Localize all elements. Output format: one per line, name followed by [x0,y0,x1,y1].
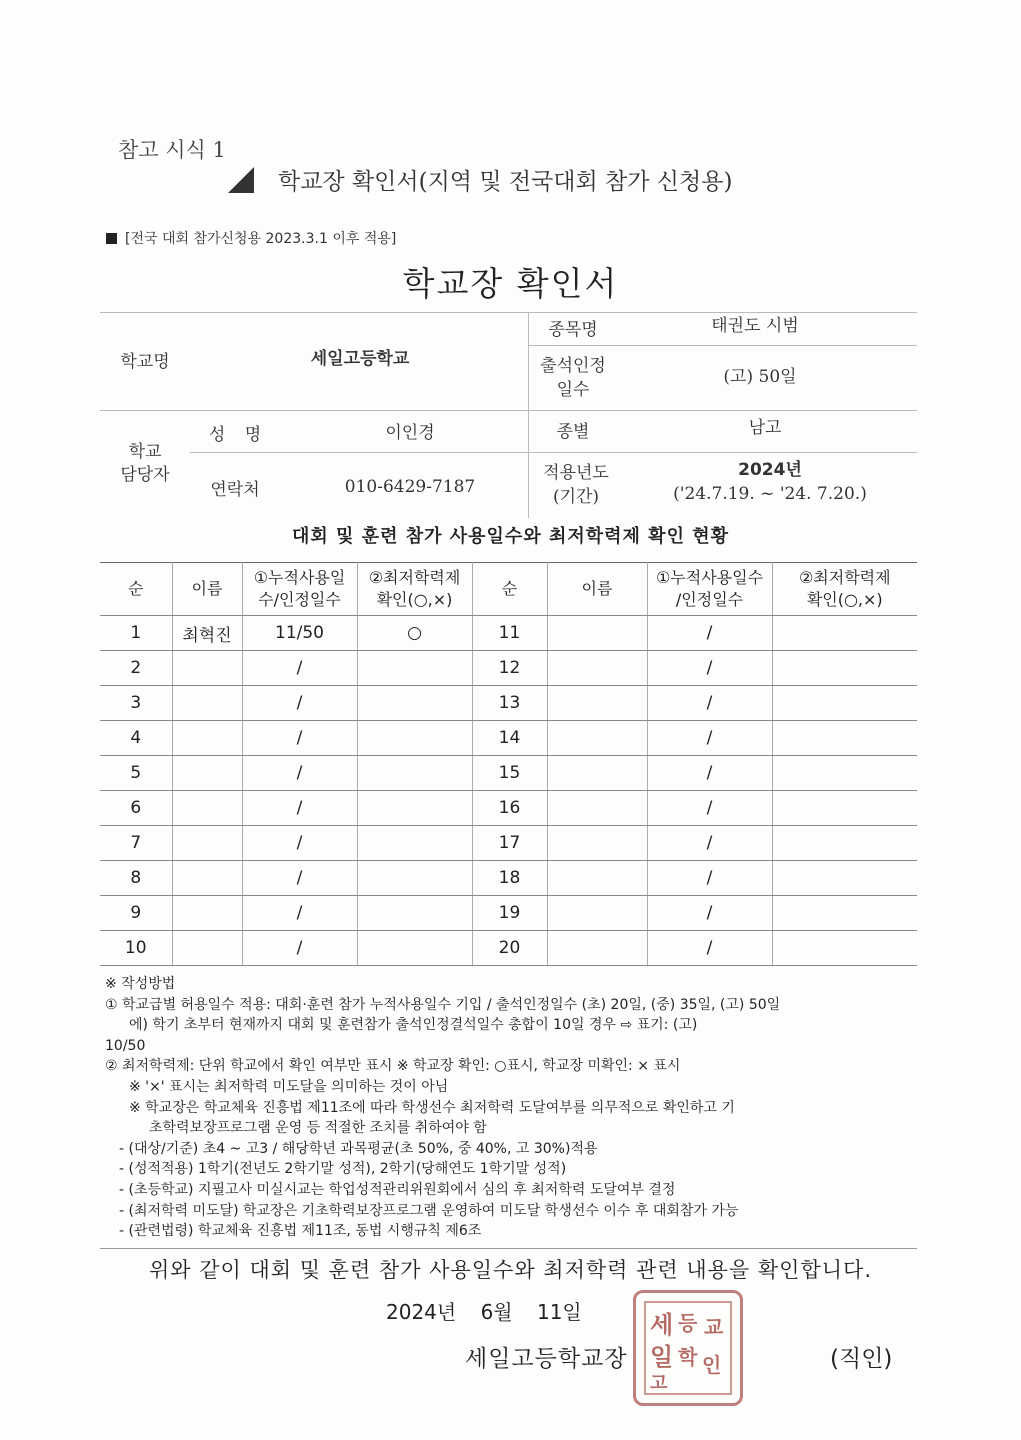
row-name-right [547,861,647,896]
event-label: 종목명 [548,320,598,340]
info-mid-rule [100,410,917,411]
row-no-right: 18 [472,861,547,896]
row-days-right: / [647,616,772,651]
period-value: ('24.7.19. ~ '24. 7.20.) [673,484,867,504]
row-no-right: 11 [472,616,547,651]
row-no-right: 20 [472,931,547,966]
notes-heading: ※ 작성방법 [105,976,176,992]
note-2a: ② 최저학력제: 단위 학교에서 확인 여부만 표시 ※ 학교장 확인: ○표시, 학교장 미확인: × 표시 [105,1058,681,1075]
table-header-row [100,563,917,616]
row-name [172,686,242,721]
row-name [172,861,242,896]
row-days: / [242,826,357,861]
attendance-label-1: 출석인정 [540,356,606,376]
attendance-value: (고) 50일 [723,367,797,387]
note-2c: ※ 학교장은 학교체육 진흥법 제11조에 따라 학생선수 최저학력 도달여부를 의무적으로 확인하고 기 [129,1099,735,1116]
info-top-rule [100,312,917,313]
row-check-right [772,756,917,791]
row-no-right: 19 [472,896,547,931]
school-name-label: 학교명 [120,352,170,372]
table-row [100,686,917,721]
form-title: 학교장 확인서(지역 및 전국대회 참가 신청용) [278,169,733,195]
row-days-right: / [647,791,772,826]
note-7: - (관련법령) 학교체육 진흥법 제11조, 동법 시행규칙 제6조 [119,1223,482,1240]
official-seal: 세 일 고 등 학 교 인 [633,1290,743,1406]
row-check [357,931,472,966]
row-days-right: / [647,931,772,966]
separator-line [100,1248,917,1249]
row-days: / [242,686,357,721]
row-no-right: 16 [472,791,547,826]
row-name [172,791,242,826]
row-no-right: 14 [472,721,547,756]
type-value: 남고 [748,418,782,438]
row-days: / [242,756,357,791]
row-no: 9 [100,896,172,931]
note-3: - (대상/기준) 초4 ~ 고3 / 해당학년 과목평균(초 50%, 중 40%, 고 30%)적용 [119,1140,598,1157]
header-name-right: 이름 [547,563,647,616]
row-no: 1 [100,616,172,651]
note-1a: ① 학교급별 허용일수 적용: 대회·훈련 참가 누적사용일수 기입 / 출석인정일수 (초) 20일, (중) 35일, (고) 50일 [105,996,781,1013]
row-name [172,651,242,686]
note-4: - (성적적용) 1학기(전년도 2학기말 성적), 2학기(당해연도 1학기말 성적) [119,1161,567,1178]
row-days: 11/50 [242,616,357,651]
info-rule-contact [190,452,917,453]
row-no: 7 [100,826,172,861]
row-days: / [242,791,357,826]
note-6: - (최저학력 미도달) 학교장은 기초학력보장프로그램 운영하여 미도달 학생선수 이수 후 대회참가 가능 [119,1202,739,1219]
row-check [357,721,472,756]
row-check: ○ [357,616,472,651]
row-no: 4 [100,721,172,756]
row-check [357,756,472,791]
table-row [100,791,917,826]
header-academic-right: ②최저학력제 확인(○,×) [772,563,917,616]
table-row [100,721,917,756]
table-row [100,616,917,651]
row-check [357,651,472,686]
row-days-right: / [647,826,772,861]
table-row [100,756,917,791]
row-check [357,826,472,861]
row-days: / [242,931,357,966]
event-value: 태권도 시범 [711,316,799,336]
form-title-row [228,163,732,196]
header-days-right: ①누적사용일수 /인정일수 [647,563,772,616]
main-title: 학교장 확인서 [402,264,619,303]
row-check-right [772,861,917,896]
phone-label: 연락처 [210,480,260,500]
header-academic: ②최저학력제 확인(○,×) [357,563,472,616]
phone-value: 010-6429-7187 [344,477,476,497]
row-check [357,791,472,826]
reference-form-label: 참고 시식 1 [118,138,226,162]
status-table [100,562,917,966]
row-name-right [547,686,647,721]
row-name-right [547,791,647,826]
row-name-right [547,616,647,651]
signature-date: 2024년 6월 11일 [386,1300,582,1324]
year-label-2: (기간) [552,487,600,507]
row-days-right: / [647,756,772,791]
row-check [357,686,472,721]
note-1c: 10/50 [105,1037,146,1054]
table-row [100,896,917,931]
row-no-right: 13 [472,686,547,721]
header-name: 이름 [172,563,242,616]
header-no-right: 순 [472,563,547,616]
note-2d: 초학력보장프로그램 운영 등 적절한 조치를 취하여야 함 [149,1120,487,1137]
row-check [357,896,472,931]
note-5: - (초등학교) 지필고사 미실시교는 학업성적관리위원회에서 심의 후 최저학력 도달여부 결정 [119,1181,676,1198]
row-name-right [547,651,647,686]
row-check-right [772,686,917,721]
row-name: 최혁진 [172,616,242,651]
row-days: / [242,651,357,686]
row-no-right: 15 [472,756,547,791]
row-name-right [547,826,647,861]
confirmation-text: 위와 같이 대회 및 훈련 참가 사용일수와 최저학력 관련 내용을 확인합니다. [148,1258,872,1282]
row-no: 3 [100,686,172,721]
row-days-right: / [647,686,772,721]
row-no-right: 12 [472,651,547,686]
contact-label-2: 담당자 [120,465,170,485]
notice-text: [전국 대회 참가신청용 2023.3.1 이후 적용] [125,231,397,247]
row-days-right: / [647,651,772,686]
square-bullet-icon [106,233,117,244]
row-check-right [772,931,917,966]
table-row [100,651,917,686]
row-check-right [772,616,917,651]
signer-name: 세일고등학교장 [465,1346,628,1372]
row-check-right [772,826,917,861]
row-no: 6 [100,791,172,826]
row-check-right [772,896,917,931]
note-2b: ※ '×' 표시는 최저학력 미도달을 의미하는 것이 아님 [129,1078,449,1095]
row-name-right [547,756,647,791]
info-rule-event [528,345,917,346]
row-days-right: / [647,721,772,756]
row-no: 5 [100,756,172,791]
row-name-right [547,721,647,756]
table-row [100,861,917,896]
seal-label: (직인) [830,1346,893,1372]
row-name-right [547,931,647,966]
row-days: / [242,861,357,896]
year-value: 2024년 [738,460,802,480]
school-name-value: 세일고등학교 [310,349,410,369]
table-row [100,931,917,966]
row-no: 8 [100,861,172,896]
row-no-right: 17 [472,826,547,861]
contact-label-1: 학교 [128,442,162,462]
year-label-1: 적용년도 [543,463,609,483]
row-check-right [772,791,917,826]
row-days: / [242,896,357,931]
row-check-right [772,651,917,686]
attendance-label-2: 일수 [556,380,590,400]
row-days: / [242,721,357,756]
row-name [172,826,242,861]
note-1b: 에) 학기 초부터 현재까지 대회 및 훈련참가 출석인정결석일수 총합이 10일 경우 ⇨ 표기: (고) [129,1017,698,1034]
row-check [357,861,472,896]
row-name [172,756,242,791]
row-no: 10 [100,931,172,966]
row-name-right [547,896,647,931]
triangle-icon [228,167,254,193]
status-title: 대회 및 훈련 참가 사용일수와 최저학력제 확인 현황 [291,526,729,547]
table-row [100,826,917,861]
row-name [172,931,242,966]
notice-line [106,228,396,248]
row-name [172,721,242,756]
row-no: 2 [100,651,172,686]
header-days: ①누적사용일 수/인정일수 [242,563,357,616]
row-check-right [772,721,917,756]
name-label: 성 명 [208,425,262,445]
row-days-right: / [647,896,772,931]
instructions [105,974,780,1242]
row-name [172,896,242,931]
type-label: 종별 [556,422,590,442]
header-no: 순 [100,563,172,616]
name-value: 이인경 [385,423,435,443]
row-days-right: / [647,861,772,896]
